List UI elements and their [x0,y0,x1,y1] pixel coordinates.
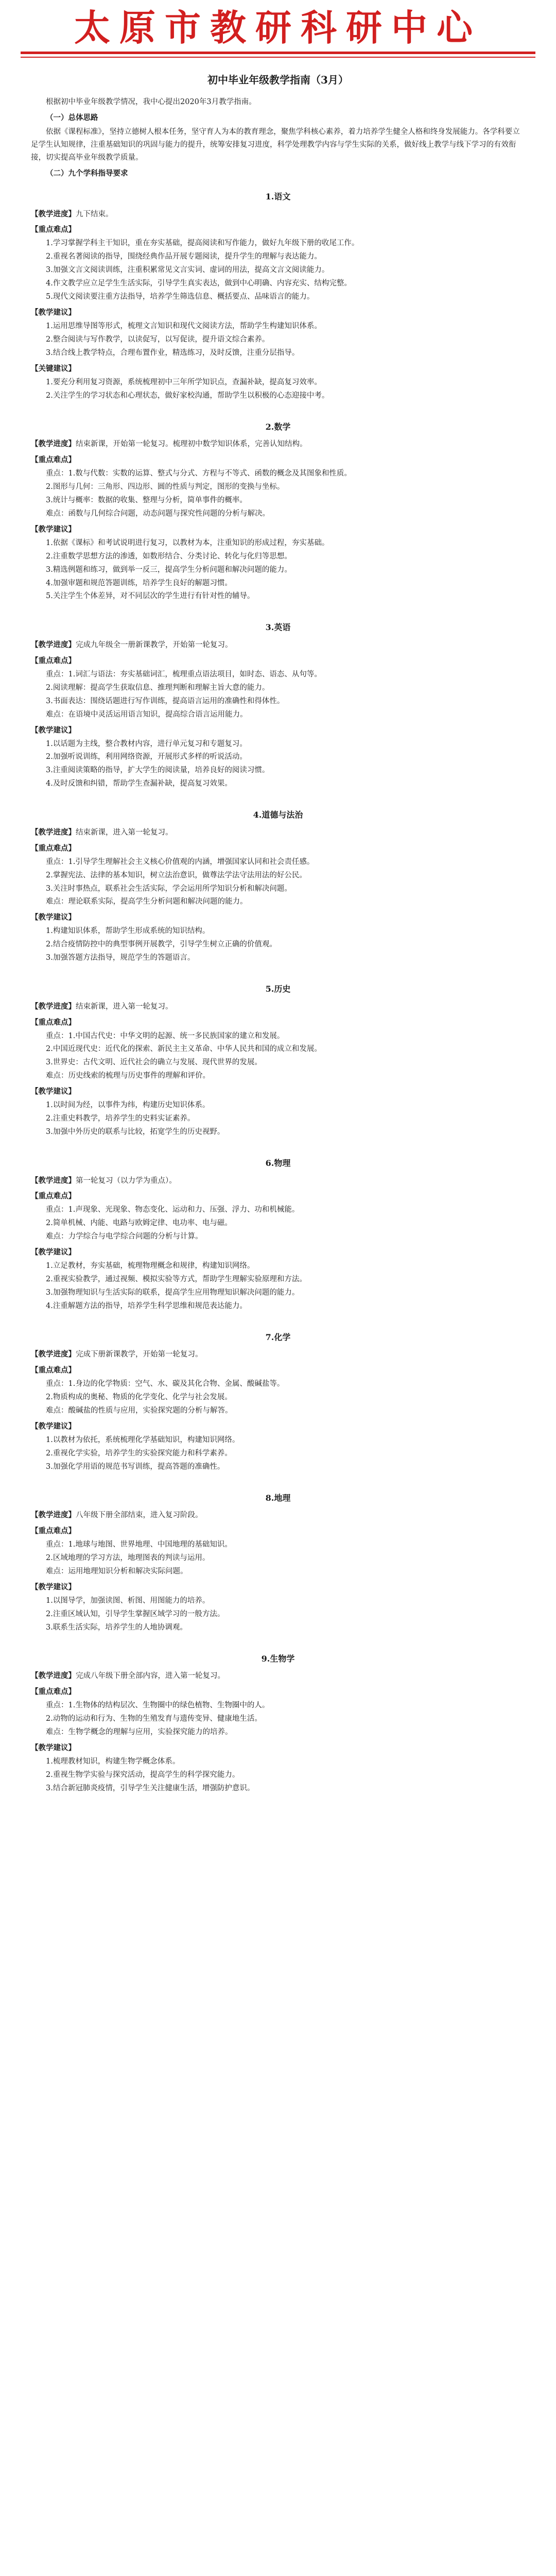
subject-block [31,454,525,520]
block-label: 【重点难点】 [31,1527,76,1536]
subject-heading: 8.地理 [265,1493,291,1503]
overview-paragraph: 依据《课程标准》，坚持立德树人根本任务，坚守育人为本的教育理念，聚焦学科核心素养，着力培养学生健全人格和终身发展能力。各学科要立足学生认知规律，注重基础知识的巩固与能力的提升，统筹安排复习进度，科学处理教学内容与学生实际的关系，做好线上教学与线下学习的有效衔接，切实提高毕业年级教学质量。 [31,128,520,162]
block-text: 第一轮复习（以力学为重点）。 [76,1176,177,1185]
red-rule-thick [21,52,535,54]
block-item: 3.联系生活实际，培养学生的人地协调观。 [46,1623,187,1632]
subject-sections [31,190,525,1803]
subject-block [31,1525,525,1578]
subject-block [31,1670,525,1683]
subject-section [31,420,525,612]
red-rule-thin [21,57,535,58]
block-label: 【教学建议】 [31,1583,76,1592]
block-item: 2.重视生物学实验与探究活动，提高学生的科学探究能力。 [46,1770,240,1779]
subject-block [31,224,525,303]
block-text: 结束新课，进入第一轮复习。 [76,828,173,837]
subject-block [31,1246,525,1313]
block-item: 1.以时间为经，以事件为纬，构建历史知识体系。 [46,1101,210,1110]
subject-section [31,620,525,799]
block-item: 2.阅读理解：提高学生获取信息、推理判断和理解主旨大意的能力。 [46,683,270,692]
block-item: 2.注重史料教学，培养学生的史料实证素养。 [46,1114,195,1123]
block-item: 重点：1.引导学生理解社会主义核心价值观的内涵，增强国家认同和社会责任感。 [46,857,315,866]
block-item: 1.以图导学，加强读图、析图、用图能力的培养。 [46,1597,210,1605]
subject-block [31,523,525,603]
block-item: 重点：1.地球与地图、世界地理、中国地理的基础知识。 [46,1540,232,1549]
section-spacer [31,1477,525,1482]
block-item: 5.现代文阅读要注重方法指导，培养学生筛选信息、概括要点、品味语言的能力。 [46,293,315,301]
block-item: 3.加强文言文阅读训练，注重积累常见文言实词、虚词的用法，提高文言文阅读能力。 [46,266,329,275]
subject-section [31,808,525,973]
block-label: 【教学进度】 [31,1511,76,1520]
section-spacer [31,405,525,411]
block-text: 完成下册新课教学，开始第一轮复习。 [76,1350,203,1359]
subject-block [31,826,525,839]
block-label: 【重点难点】 [31,843,76,853]
block-item: 4.加强审题和规范答题训练，培养学生良好的解题习惯。 [46,579,232,587]
block-item: 3.结合新冠肺炎疫情，引导学生关注健康生活，增强防护意识。 [46,1784,255,1792]
block-label: 【重点难点】 [31,1366,76,1375]
block-item: 2.关注学生的学习状态和心理状态，做好家校沟通，帮助学生以积极的心态迎接中考。 [46,391,329,400]
block-item: 2.区域地理的学习方法，地理图表的判读与运用。 [46,1554,210,1563]
block-label: 【教学建议】 [31,1743,76,1753]
block-item: 3.世界史：古代文明、近代社会的确立与发展、现代世界的发展。 [46,1058,262,1067]
block-label: 【教学进度】 [31,439,76,449]
masthead [0,0,556,49]
block-item: 3.加强化学用语的规范书写训练，提高答题的准确性。 [46,1462,225,1471]
section-spacer [31,1316,525,1321]
subject-block [31,1016,525,1083]
block-label: 【重点难点】 [31,455,76,465]
block-item: 3.加强答题方法指导，规范学生的答题语言。 [46,954,195,962]
block-label: 【教学进度】 [31,1350,76,1359]
section-heading-subjects: （二）九个学科指导要求 [46,169,128,178]
section-spacer [31,1637,525,1642]
section-spacer [31,968,525,973]
block-item: 难点：酸碱盐的性质与应用，实验探究题的分析与解答。 [46,1406,233,1415]
subject-block [31,1348,525,1361]
block-label: 【教学建议】 [31,308,76,317]
block-item: 2.整合阅读与写作教学，以读促写，以写促读，提升语文综合素养。 [46,335,270,344]
block-label: 【教学进度】 [31,1176,76,1185]
block-item: 重点：1.词汇与语法：夯实基础词汇，梳理重点语法项目，如时态、语态、从句等。 [46,670,322,679]
block-label: 【教学进度】 [31,209,76,218]
subject-block [31,1420,525,1473]
block-item: 难点：函数与几何综合问题，动态问题与探究性问题的分析与解决。 [46,509,270,518]
block-item: 难点：力学综合与电学综合问题的分析与计算。 [46,1232,203,1241]
block-label: 【重点难点】 [31,1192,76,1201]
subject-block [31,1086,525,1139]
block-item: 难点：生物学概念的理解与应用，实验探究能力的培养。 [46,1728,233,1737]
block-item: 1.立足教材，夯实基础，梳理物理概念和规律，构建知识网络。 [46,1262,255,1270]
subject-block [31,1364,525,1417]
block-label: 【教学进度】 [31,640,76,649]
block-item: 难点：理论联系实际，提高学生分析问题和解决问题的能力。 [46,897,248,906]
block-item: 4.作文教学应立足学生生活实际，引导学生真实表达，做到中心明确、内容充实、结构完整。 [46,279,352,288]
block-item: 1.要充分利用复习资源，系统梳理初中三年所学知识点，查漏补缺，提高复习效率。 [46,378,322,386]
block-item: 难点：在语境中灵活运用语言知识，提高综合语言运用能力。 [46,710,248,719]
block-item: 2.掌握宪法、法律的基本知识，树立法治意识，做尊法学法守法用法的好公民。 [46,871,307,879]
subject-section [31,982,525,1147]
section-heading-overview: （一）总体思路 [46,113,98,123]
block-item: 难点：运用地理知识分析和解决实际问题。 [46,1567,188,1576]
block-label: 【教学建议】 [31,1422,76,1431]
block-label: 【重点难点】 [31,1687,76,1697]
block-label: 【教学建议】 [31,524,76,534]
block-item: 1.构建知识体系，帮助学生形成系统的知识结构。 [46,927,210,936]
block-item: 4.及时反馈和纠错，帮助学生查漏补缺，提高复习效果。 [46,779,232,788]
subject-section [31,1156,525,1321]
block-item: 2.图形与几何：三角形、四边形、圆的性质与判定，图形的变换与坐标。 [46,482,285,491]
block-item: 3.加强中外历史的联系与比较，拓宽学生的历史视野。 [46,1128,225,1137]
subject-heading: 5.历史 [265,984,291,994]
block-item: 4.注重解题方法的指导，培养学生科学思维和规范表达能力。 [46,1301,247,1310]
block-item: 3.统计与概率：数据的收集、整理与分析，简单事件的概率。 [46,496,247,504]
block-item: 3.加强物理知识与生活实际的联系，提高学生应用物理知识解决问题的能力。 [46,1289,300,1297]
block-label: 【教学建议】 [31,725,76,735]
subject-block [31,724,525,791]
block-item: 1.以教材为依托，系统梳理化学基础知识，构建知识网络。 [46,1436,240,1445]
block-label: 【教学建议】 [31,913,76,922]
block-label: 【重点难点】 [31,656,76,665]
block-label: 【教学进度】 [31,827,76,837]
section-spacer [31,1798,525,1803]
block-item: 5.关注学生个体差异，对不同层次的学生进行有针对性的辅导。 [46,592,255,601]
subject-block [31,307,525,360]
section-spacer [31,1142,525,1147]
subject-block [31,911,525,964]
block-item: 2.重视名著阅读的指导，围绕经典作品开展专题阅读，提升学生的理解与表达能力。 [46,252,322,261]
org-title: 太原市教研科研中心 [74,6,482,49]
block-text: 完成九年级全一册新课教学，开始第一轮复习。 [76,640,233,649]
section-spacer [31,606,525,611]
subject-heading: 6.物理 [265,1158,291,1168]
block-item: 2.注重区域认知，引导学生掌握区域学习的一般方法。 [46,1609,225,1618]
subject-section [31,190,525,411]
subject-block [31,1581,525,1634]
block-item: 重点：1.生物体的结构层次、生物圈中的绿色植物、生物圈中的人。 [46,1701,270,1710]
block-item: 2.重视化学实验，培养学生的实验探究能力和科学素养。 [46,1449,232,1458]
block-item: 2.简单机械、内能、电路与欧姆定律、电功率、电与磁。 [46,1219,232,1228]
subject-block [31,1175,525,1188]
block-label: 【教学建议】 [31,1248,76,1257]
block-label: 【教学进度】 [31,1002,76,1011]
subject-block [31,842,525,909]
subject-section [31,1652,525,1803]
subject-block [31,208,525,221]
subject-heading: 4.道德与法治 [253,810,303,820]
block-label: 【重点难点】 [31,225,76,234]
subject-heading: 3.英语 [265,622,291,633]
block-label: 【重点难点】 [31,1018,76,1027]
subject-block [31,1742,525,1795]
block-text: 完成八年级下册全部内容，进入第一轮复习。 [76,1672,225,1681]
block-item: 1.依据《课标》和考试说明进行复习，以教材为本，注重知识的形成过程，夯实基础。 [46,538,329,547]
block-text: 九下结束。 [76,210,113,218]
block-item: 1.以话题为主线，整合教材内容，进行单元复习和专题复习。 [46,739,247,748]
document-title: 初中毕业年级教学指南（3月） [207,74,349,86]
block-item: 2.重视实验教学，通过视频、模拟实验等方式，帮助学生理解实验原理和方法。 [46,1275,307,1284]
subject-block [31,1001,525,1013]
subject-heading: 7.化学 [265,1332,291,1342]
subject-block [31,655,525,721]
subject-block [31,1509,525,1522]
block-item: 2.注重数学思想方法的渗透，如数形结合、分类讨论、转化与化归等思想。 [46,552,292,561]
block-item: 1.梳理教材知识，构建生物学概念体系。 [46,1757,180,1766]
block-item: 2.结合疫情防控中的典型事例开展教学，引导学生树立正确的价值观。 [46,940,277,949]
document-body [31,67,525,1803]
block-item: 重点：1.数与代数：实数的运算、整式与分式、方程与不等式、函数的概念及其图象和性质。 [46,469,352,478]
subject-heading: 2.数学 [265,421,291,432]
block-item: 3.精选例题和练习，做到举一反三，提高学生分析问题和解决问题的能力。 [46,565,292,574]
block-item: 3.书面表达：围绕话题进行写作训练，提高语言运用的准确性和得体性。 [46,697,285,705]
block-item: 2.加强听说训练，利用网络资源，开展形式多样的听说活动。 [46,753,247,761]
subject-block [31,363,525,402]
subject-heading: 9.生物学 [261,1653,295,1664]
block-text: 结束新课，开始第一轮复习。梳理初中数学知识体系，完善认知结构。 [76,440,307,449]
subject-block [31,1190,525,1243]
subject-section [31,1330,525,1482]
block-label: 【教学建议】 [31,1087,76,1096]
block-text: 结束新课，进入第一轮复习。 [76,1002,173,1011]
block-label: 【教学进度】 [31,1671,76,1681]
subject-block [31,639,525,652]
subject-block [31,1686,525,1739]
block-text: 八年级下册全部结束，进入复习阶段。 [76,1511,203,1520]
block-item: 3.关注时事热点，联系社会生活实际，学会运用所学知识分析和解决问题。 [46,884,292,893]
block-item: 1.运用思维导图等形式，梳理文言知识和现代文阅读方法，帮助学生构建知识体系。 [46,322,322,331]
block-item: 3.结合线上教学特点，合理布置作业，精选练习，及时反馈，注重分层指导。 [46,348,300,357]
subject-heading: 1.语文 [265,192,291,202]
block-item: 2.中国近现代史：近代化的探索、新民主主义革命、中华人民共和国的成立和发展。 [46,1045,322,1054]
block-label: 【关键建议】 [31,364,76,373]
block-item: 重点：1.中国古代史：中华文明的起源、统一多民族国家的建立和发展。 [46,1031,285,1040]
section-spacer [31,793,525,799]
block-item: 重点：1.身边的化学物质：空气、水、碳及其化合物、金属、酸碱盐等。 [46,1380,285,1388]
block-item: 难点：历史线索的梳理与历史事件的理解和评价。 [46,1072,210,1080]
subject-section [31,1491,525,1642]
subject-block [31,438,525,451]
block-item: 1.学习掌握学科主干知识，重在夯实基础，提高阅读和写作能力，做好九年级下册的收尾工作。 [46,239,359,248]
block-item: 3.注重阅读策略的指导，扩大学生的阅读量，培养良好的阅读习惯。 [46,766,270,775]
block-item: 2.物质构成的奥秘、物质的化学变化、化学与社会发展。 [46,1393,232,1402]
intro-paragraph: 根据初中毕业年级教学情况，我中心提出2020年3月教学指南。 [46,98,256,107]
block-item: 重点：1.声现象、光现象、物态变化、运动和力、压强、浮力、功和机械能。 [46,1206,300,1214]
block-item: 2.动物的运动和行为、生物的生殖发育与遗传变异、健康地生活。 [46,1715,262,1723]
